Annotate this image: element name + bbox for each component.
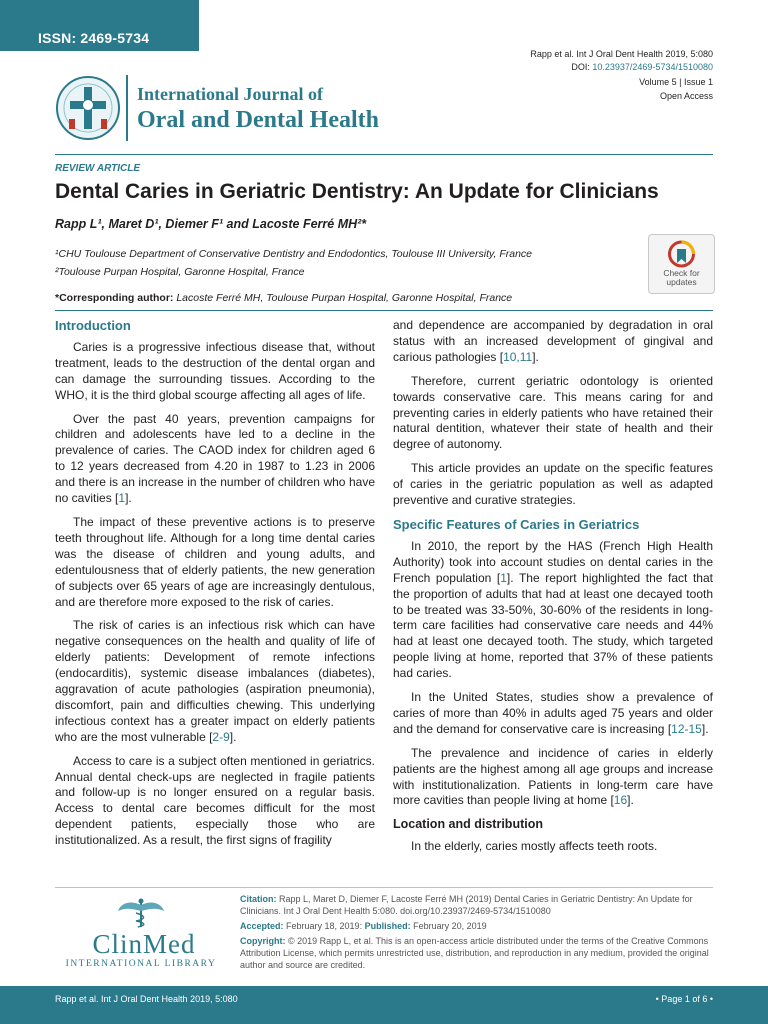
- paragraph: Access to care is a subject often mentioned in geriatrics. Annual dental check-ups are neglected in fragile patients and follow-up is no longer ensured on a regular basis. Access to dental care becomes difficult for the most dependent patients, especially those who are institutionalized. As a result, the first signs of fragility: [55, 753, 375, 848]
- journal-logo-icon: [55, 75, 121, 141]
- reference-link[interactable]: 2-9: [212, 729, 230, 744]
- doi-line: [571, 61, 713, 74]
- reference-link[interactable]: 1: [500, 570, 507, 585]
- doi-link[interactable]: 10.23937/2469-5734/1510080: [592, 62, 713, 72]
- reference-link[interactable]: 10,11: [503, 349, 533, 364]
- issn-text: ISSN: 2469-5734: [38, 30, 150, 46]
- affiliation-2: ²Toulouse Purpan Hospital, Garonne Hospital, France: [55, 266, 305, 278]
- article-authors: Rapp L¹, Maret D¹, Diemer F¹ and Lacoste Ferré MH²*: [55, 217, 367, 231]
- corr-value: Lacoste Ferré MH, Toulouse Purpan Hospital, Garonne Hospital, France: [173, 292, 513, 304]
- corresponding-author: [55, 292, 512, 304]
- logo-divider: [126, 75, 128, 141]
- journal-name-line1: International Journal of: [137, 84, 324, 104]
- paragraph: and dependence are accompanied by degradation in oral status with an increased development of gingival and carious pathologies [10,11].: [393, 318, 713, 364]
- reference-link[interactable]: 12-15: [671, 721, 702, 736]
- check-for-updates-icon: [666, 240, 697, 270]
- divider: [55, 310, 713, 311]
- article-title: Dental Caries in Geriatric Dentistry: An Update for Clinicians: [55, 180, 659, 203]
- corr-label: *Corresponding author:: [55, 292, 174, 304]
- section-heading-specific-features: Specific Features of Caries in Geriatrics: [393, 516, 640, 532]
- article-footer-info: [240, 893, 714, 974]
- doi-label: DOI:: [571, 62, 593, 72]
- divider: [55, 887, 713, 888]
- dates: Accepted: February 18, 2019: Published: February 20, 2019: [240, 921, 487, 931]
- paragraph: This article provides an update on the specific features of caries in the geriatric population as well as adapted preventive and curative strategies.: [393, 461, 713, 508]
- clinmed-caduceus-icon: [116, 897, 166, 929]
- footer-bar: [0, 986, 768, 1024]
- paragraph: The impact of these preventive actions is to preserve teeth throughout life. Although for a long time dental caries was the disease of children and young adults, and edentulousness that of elderly patients, the new generation of subjects over 65 years of age are increasingly dentulous, and are therefore more exposed to the risk of caries.: [55, 514, 375, 609]
- reference-link[interactable]: 16: [613, 793, 628, 808]
- check-badge-line1: Check for: [663, 268, 700, 278]
- copyright: Copyright: © 2019 Rapp L, et al. This is an open-access article distributed under the terms of the Creative Commons Attribution License, which permits unrestricted use, distribution, and reproduction in any medium, provided the original author and source are credited.: [240, 936, 709, 970]
- paragraph: In 2010, the report by the HAS (French High Health Authority) took into account studies on dental caries in the French population [1]. The report highlighted the fact that the proportion of adults that had at least one decayed tooth to be treated was 33-50%, 30-60% of the residents in long-term care facilities had conservative care needs and 44% had at least one decayed tooth. The study, which targeted people living at home, reported that 37% of these patients had caries.: [393, 538, 713, 681]
- footer-citation: Rapp et al. Int J Oral Dent Health 2019, 5:080: [55, 994, 238, 1004]
- clinmed-subtitle: INTERNATIONAL LIBRARY: [65, 959, 217, 969]
- clinmed-logo: [56, 897, 226, 973]
- citation-short: Rapp et al. Int J Oral Dent Health 2019, 5:080: [530, 49, 713, 59]
- clinmed-wordmark: ClinMed: [92, 929, 196, 959]
- article-type: REVIEW ARTICLE: [55, 163, 141, 174]
- issn-banner: [0, 0, 199, 51]
- body-column-right: [393, 318, 713, 863]
- open-access: Open Access: [659, 91, 713, 101]
- paragraph: In the United States, studies show a prevalence of caries of more than 40% in adults aged 75 years and older and the demand for conservative care is increasing [12-15].: [393, 690, 713, 736]
- paragraph: Therefore, current geriatric odontology is oriented towards conservative care. This means caring for and preventing caries in elderly patients who have retained their natural dentition, whatever their state of health and their degree of autonomy.: [393, 373, 713, 452]
- section-heading-introduction: Introduction: [55, 318, 131, 333]
- citation: Citation: Rapp L, Maret D, Diemer F, Lacoste Ferré MH (2019) Dental Caries in Geriatric Dentistry: An Update for Clinicians. Int J Oral Dent Health 5:080. doi.org/10.23937/2469-5734/1510080: [240, 894, 693, 916]
- check-badge-line2: updates: [666, 277, 697, 287]
- affiliation-1: ¹CHU Toulouse Department of Conservative Dentistry and Endodontics, Toulouse III University, France: [55, 248, 533, 260]
- reference-link[interactable]: 1: [118, 491, 126, 506]
- subsection-heading-location: Location and distribution: [393, 817, 543, 832]
- paragraph: In the elderly, caries mostly affects teeth roots.: [411, 839, 658, 854]
- paragraph: Over the past 40 years, prevention campaigns for children and adolescents have led to a decline in the prevalence of caries. The CAOD index for children aged 6 to 12 years decreased from 4.20 in 1987 to 1.23 in 2006 and there is an increase in the number of children who have no cavities [1].: [55, 411, 375, 506]
- paragraph: The prevalence and incidence of caries in elderly patients are the highest among all age groups and increase with institutionalization. Patients in long-term care have more cavities than people living at home [16].: [393, 745, 713, 808]
- check-for-updates-button[interactable]: [648, 234, 715, 294]
- paragraph: The risk of caries is an infectious risk which can have negative consequences on the health and quality of life of elderly patients: Development of remote infections (endocarditis), systemic disease imbalances (diabetes), aggravation of acute pathologies (aspiration pneumonia), discomfort, pain and difficulties chewing. This underlying infectious context has a greater impact on elderly patients who are the most vulnerable [2-9].: [55, 618, 375, 744]
- volume-issue: Volume 5 | Issue 1: [639, 77, 713, 87]
- page-number: • Page 1 of 6 •: [655, 994, 713, 1004]
- divider: [55, 154, 713, 155]
- journal-name-line2: Oral and Dental Health: [137, 107, 380, 133]
- body-column-left: [55, 318, 375, 857]
- paragraph: Caries is a progressive infectious disease that, without treatment, leads to the destruction of the dental organ and can damage the surrounding tissues. According to the WHO, it is the third global scourge affecting all ages of life.: [55, 339, 375, 402]
